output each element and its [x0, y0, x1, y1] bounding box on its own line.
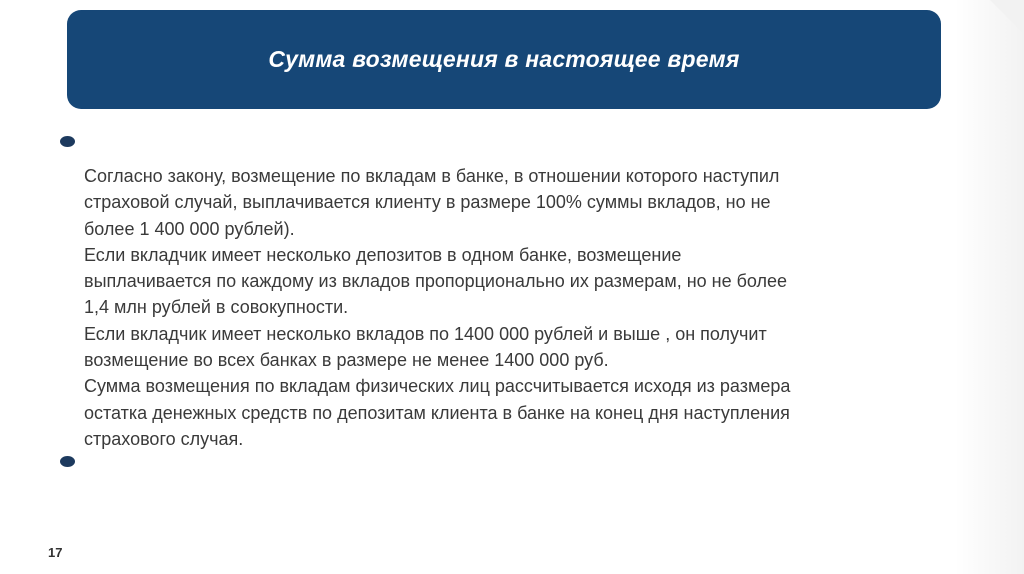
body-line: возмещение во всех банках в размере не менее 1400 000 руб.: [84, 350, 609, 371]
body-line: страховой случай, выплачивается клиенту в размере 100% суммы вкладов, но не: [84, 192, 771, 213]
page-number: 17: [48, 545, 63, 560]
body-text: [84, 163, 944, 452]
body-line: Сумма возмещения по вкладам физических лиц рассчитывается исходя из размера: [84, 376, 791, 397]
body-line: более 1 400 000 рублей).: [84, 218, 295, 239]
slide-title: Сумма возмещения в настоящее время: [268, 46, 740, 72]
page-edge-shadow: [954, 0, 1024, 574]
body-line: остатка денежных средств по депозитам клиента в банке на конец дня наступления: [84, 402, 790, 423]
body-line: выплачивается по каждому из вкладов пропорционально их размерам, но не более: [84, 271, 788, 292]
body-line: страхового случая.: [84, 428, 244, 449]
bullet-icon: [60, 456, 75, 467]
bullet-icon: [60, 136, 75, 147]
page-corner-fold: [990, 0, 1024, 34]
body-line: 1,4 млн рублей в совокупности.: [84, 297, 349, 318]
title-banner: [67, 10, 941, 109]
body-line: Если вкладчик имеет несколько вкладов по 1400 000 рублей и выше , он получит: [84, 323, 767, 344]
body-line: Если вкладчик имеет несколько депозитов в одном банке, возмещение: [84, 244, 682, 265]
body-line: Согласно закону, возмещение по вкладам в банке, в отношении которого наступил: [84, 166, 780, 186]
